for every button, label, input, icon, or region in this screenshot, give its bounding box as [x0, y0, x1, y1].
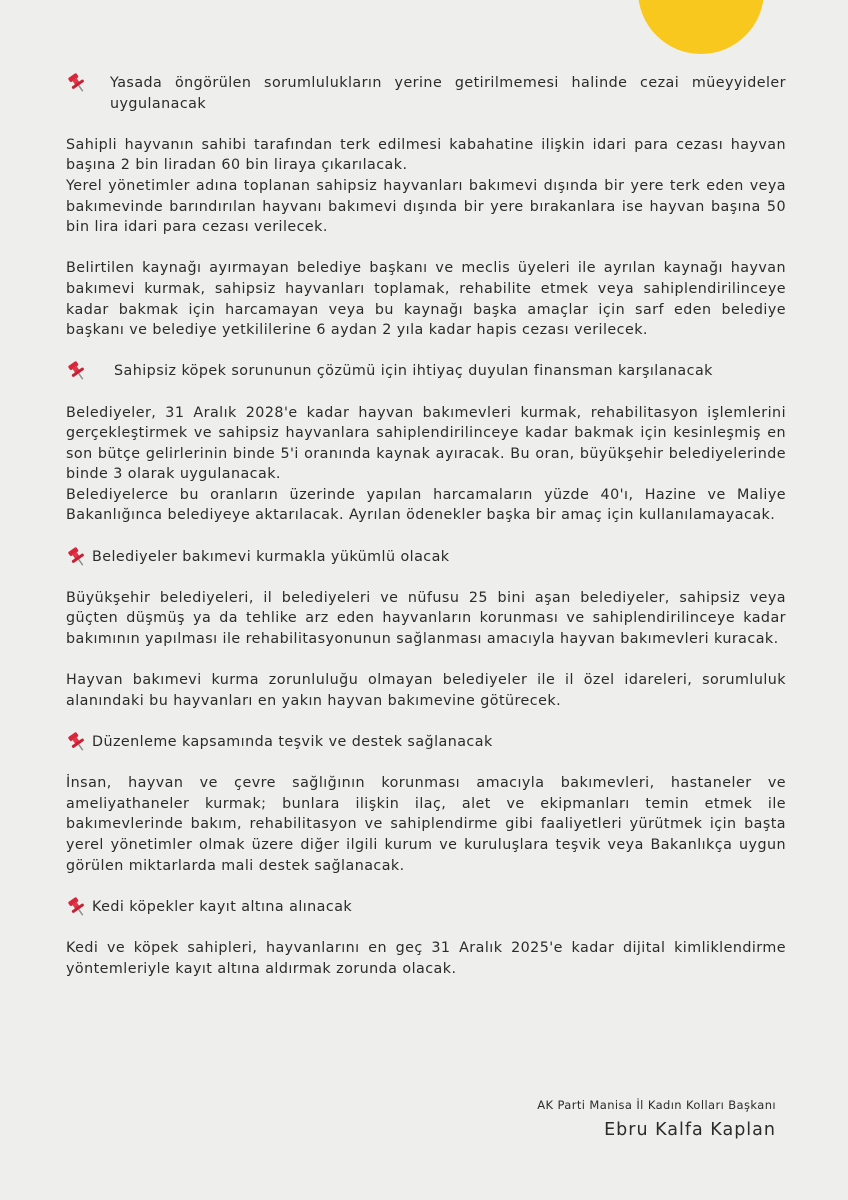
section-heading-shelters [66, 547, 786, 568]
section-heading-penalties [66, 73, 786, 114]
section-heading-financing [66, 361, 786, 382]
pushpin-icon [66, 897, 88, 917]
paragraph-prison-penalty: Belirtilen kaynağı ayırmayan belediye başkanı ve meclis üyeleri ile ayrılan kaynağı hayvan bakımevi kurmak, sahipsiz hayvanları toplamak, rehabilite etmek veya sahiplendirilinceye kadar bakmak için harcamayan veya bu kaynağı başka amaçlar için sarf eden belediye başkanı ve belediye yetkililerine 6 aydan 2 yıla kadar hapis cezası verilecek. [66, 260, 786, 339]
paragraph-treasury-transfer: Belediyelerce bu oranların üzerinde yapılan harcamaların yüzde 40'ı, Hazine ve Maliye Bakanlığınca belediyeye aktarılacak. Ayrılan ödenekler başka bir amaç için kullanılamayacak. [66, 486, 786, 524]
paragraph-local-gov-fine: Yerel yönetimler adına toplanan sahipsiz hayvanları bakımevi dışında bir yere terk eden veya bakımevinde barındırılan hayvanı bakımevi dışında bir yere bırakanlara ise hayvan başına 50 bin lira idari para cezası verilecek. [66, 177, 786, 236]
paragraph-nearest-shelter: Hayvan bakımevi kurma zorunluluğu olmayan belediyeler ile il özel idareleri, sorumluluk alanındaki bu hayvanları en yakın hayvan bakımevine götürecek. [66, 672, 786, 709]
pushpin-icon [66, 361, 88, 381]
section-heading-support [66, 732, 786, 753]
document-body [66, 73, 786, 979]
signature-title: AK Parti Manisa İl Kadın Kolları Başkanı [537, 1098, 776, 1112]
signature-name: Ebru Kalfa Kaplan [604, 1120, 776, 1140]
paragraph-digital-registration: Kedi ve köpek sahipleri, hayvanlarını en geç 31 Aralık 2025'e kadar dijital kimliklendirme yöntemleriyle kayıt altına aldırmak zorunda olacak. [66, 939, 786, 977]
paragraph-incentives: İnsan, hayvan ve çevre sağlığının korunması amacıyla bakımevleri, hastaneler ve ameliyathaneler kurmak; bunlara ilişkin ilaç, alet ve ekipmanları temin etmek ile bakımevlerinde bakım, rehabilitasyon ve sahiplendirme gibi faaliyetleri yürütmek için başta yerel yönetimler olmak üzere diğer ilgili kurum ve kuruluşlara teşvik veya Bakanlıkça uygun görülen miktarlarda mali destek sağlanacak. [66, 775, 786, 874]
section-heading-registration [66, 897, 786, 918]
pushpin-icon [66, 547, 88, 567]
pushpin-icon [66, 73, 88, 93]
paragraph-budget-allocation: Belediyeler, 31 Aralık 2028'e kadar hayvan bakımevleri kurmak, rehabilitasyon işlemlerini gerçekleştirmek ve sahipsiz hayvanlara sahiplendirilinceye kadar bakmak için kesinleşmiş en son bütçe gelirlerinin binde 5'i oranında kaynak ayıracak. Bu oran, büyükşehir belediyelerinde binde 3 olarak uygulanacak. [66, 404, 786, 483]
heading-text: Belediyeler bakımevi kurmakla yükümlü olacak [92, 548, 450, 565]
heading-text: Sahipsiz köpek sorununun çözümü için ihtiyaç duyulan finansman karşılanacak [114, 363, 713, 380]
heading-text: Yasada öngörülen sorumlulukların yerine getirilmemesi halinde cezai müeyyideler uygulanacak [110, 75, 786, 112]
heading-text: Düzenleme kapsamında teşvik ve destek sağlanacak [92, 734, 493, 750]
pushpin-icon [66, 732, 88, 752]
decorative-yellow-circle [638, 0, 764, 54]
paragraph-shelter-obligation: Büyükşehir belediyeleri, il belediyeleri ve nüfusu 25 bini aşan belediyeler, sahipsiz veya güçten düşmüş ya da tehlike arz eden hayvanların korunması ve sahiplendirilinceye kadar bakımının yapılması ile rehabilitasyonunun sağlanması amacıyla hayvan bakımevleri kuracak. [66, 589, 786, 648]
paragraph-abandonment-fine: Sahipli hayvanın sahibi tarafından terk edilmesi kabahatine ilişkin idari para cezası hayvan başına 2 bin liradan 60 bin liraya çıkarılacak. [66, 136, 786, 174]
heading-text: Kedi köpekler kayıt altına alınacak [92, 898, 353, 915]
